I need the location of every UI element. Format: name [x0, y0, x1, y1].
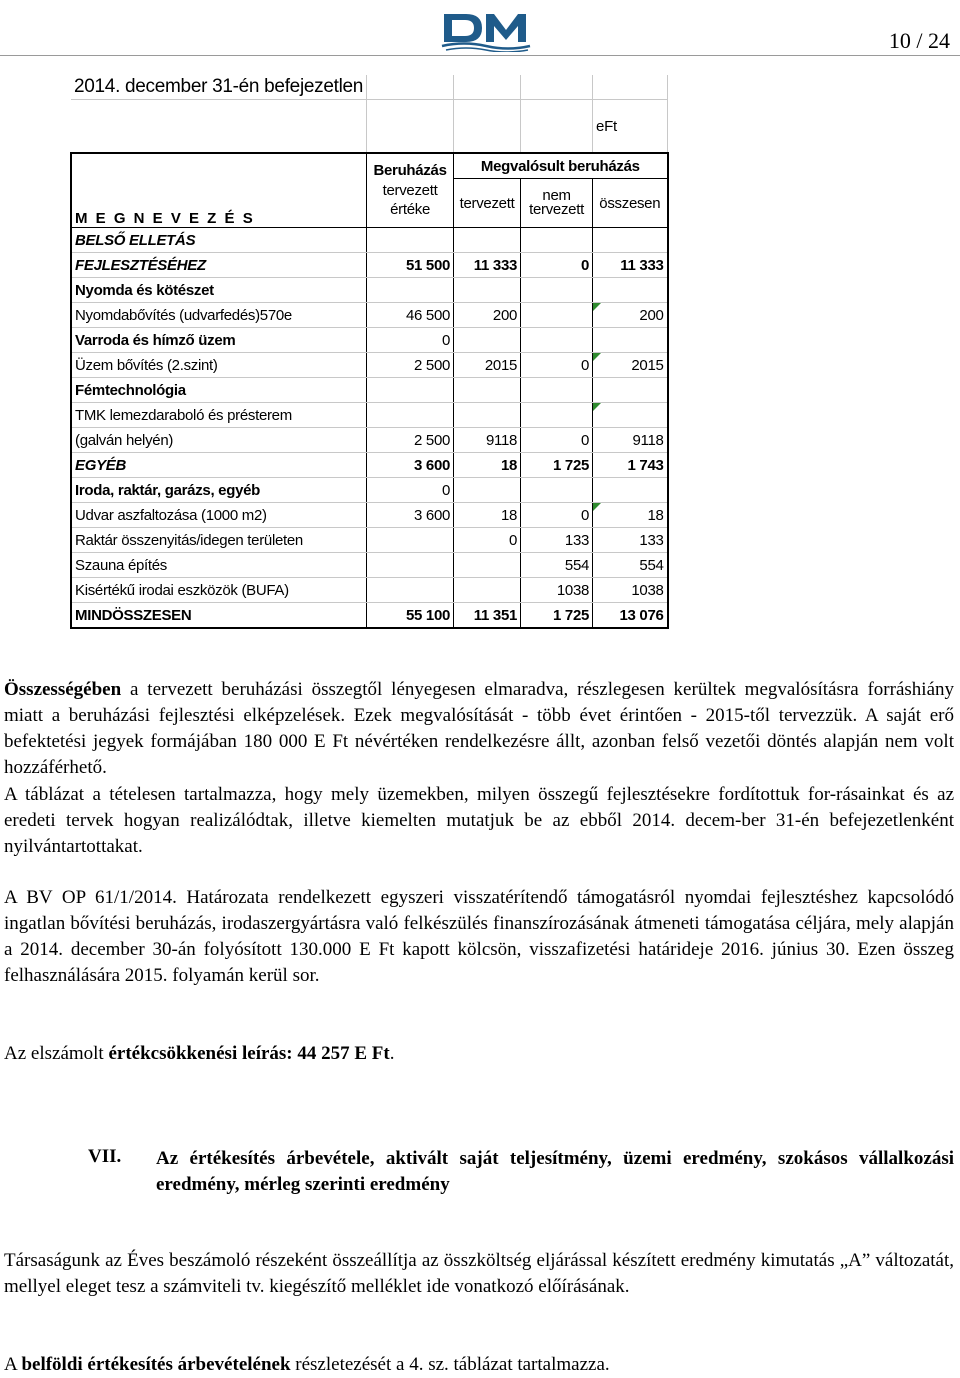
row-value [593, 278, 668, 303]
section-number: VII. [88, 1146, 122, 1167]
table-row [71, 428, 668, 453]
depreciation-post: . [389, 1043, 395, 1064]
paragraph-table-note [4, 782, 954, 860]
row-label: (galván helyén) [71, 428, 367, 453]
row-value: 2015 [593, 353, 668, 378]
row-value: 0 [367, 328, 454, 353]
row-value [454, 228, 521, 253]
row-value [593, 228, 668, 253]
row-value: 18 [454, 503, 521, 528]
row-value: 11 333 [454, 253, 521, 278]
row-value: 2 500 [367, 428, 454, 453]
col-header-megnevezes: M E G N E V E Z É S [71, 153, 367, 228]
loan-text: A BV OP 61/1/2014. Határozata rendelkezett egyszeri visszatérítendő támogatásról nyomdai fejlesztéshez kapcsolódó ingatlan bővítési beruházás, irodaszergyártásra való felkészülés finanszírozásának átmeneti támogatása céljára, mely alapján a 2014. december 30-án folyósított 130.000 E Ft kapott kölcsön, visszafizetési határideje 2016. június 30. Ezen összeg felhasználására 2015. folyamán kerül sor. [4, 887, 954, 986]
row-value [454, 403, 521, 428]
income-statement-text: Társaságunk az Éves beszámoló részeként összeállítja az összköltség eljárással készített eredmény kimutatás „A” változatát, mellyel eleget tesz a számviteli tv. kiegészítő melléklet ide vonatkozó előírásának. [4, 1250, 954, 1297]
col-header-nem-2: tervezett [521, 203, 593, 228]
row-value [593, 378, 668, 403]
col-header-osszesen: összesen [593, 179, 668, 228]
paragraph-income-statement [4, 1248, 954, 1300]
row-label: Varroda és hímző üzem [71, 328, 367, 353]
row-value: 18 [593, 503, 668, 528]
row-value [521, 303, 593, 328]
row-value: 1 743 [593, 453, 668, 478]
row-value: 55 100 [367, 603, 454, 629]
row-label: Szauna építés [71, 553, 367, 578]
row-value [521, 278, 593, 303]
row-value: 0 [521, 353, 593, 378]
row-value: 18 [454, 453, 521, 478]
header-divider [0, 55, 960, 56]
row-label: Raktár összenyitás/idegen területen [71, 528, 367, 553]
domestic-sales-pre: A [4, 1354, 22, 1375]
row-value: 1 725 [521, 453, 593, 478]
row-value: 46 500 [367, 303, 454, 328]
paragraph-loan [4, 885, 954, 989]
row-label: Nyomdabővítés (udvarfedés)570e [71, 303, 367, 328]
dm-company-logo-icon [440, 8, 532, 52]
table-row [71, 528, 668, 553]
row-value: 0 [521, 428, 593, 453]
table-row [71, 353, 668, 378]
row-value [454, 553, 521, 578]
summary-text: a tervezett beruházási összegtől lényegesen elmaradva, részlegesen kerültek megvalósításra forráshiány miatt a beruházási fejlesztési elképzelések. Ezek megvalósítását - több évet érintően - 2015-től tervezzük. A saját erő befektetési jegyek formájában 180 000 E Ft névértéken rendelkezésre állt, azonban felső vezetői döntés alapján nem volt hozzáférhető. [4, 679, 954, 778]
row-label: Iroda, raktár, garázs, egyéb [71, 478, 367, 503]
paragraph-summary [4, 677, 954, 781]
table-row [71, 378, 668, 403]
row-value: 11 333 [593, 253, 668, 278]
summary-lead: Összességében [4, 679, 122, 700]
table-row [71, 253, 668, 278]
row-value: 0 [367, 478, 454, 503]
row-value: 1038 [593, 578, 668, 603]
row-value [367, 228, 454, 253]
row-value [593, 478, 668, 503]
table-row [71, 553, 668, 578]
row-label: TMK lemezdaraboló és présterem [71, 403, 367, 428]
table-row [71, 278, 668, 303]
row-value [521, 328, 593, 353]
table-row [71, 578, 668, 603]
page-number: 10 / 24 [888, 28, 950, 53]
row-value: 13 076 [593, 603, 668, 629]
col-header-beruhazas-3: értéke [367, 203, 454, 228]
row-value: 200 [454, 303, 521, 328]
row-value [454, 578, 521, 603]
row-value: 9118 [454, 428, 521, 453]
row-value [367, 278, 454, 303]
row-value [593, 403, 668, 428]
table-row [71, 603, 668, 629]
row-label: FEJLESZTÉSÉHEZ [71, 253, 367, 278]
row-label: BELSŐ ELLETÁS [71, 228, 367, 253]
row-value [367, 378, 454, 403]
row-value: 2 500 [367, 353, 454, 378]
row-label: MINDÖSSZESEN [71, 603, 367, 629]
investment-table [70, 75, 669, 629]
table-note-text: A táblázat a tételesen tartalmazza, hogy mely üzemekben, milyen összegű fejlesztésekre fordítottuk for-rásainkat és az eredeti tervek hogyan realizálódtak, illetve kiemelten mutatjuk be az ebből 2014. decem-ber 31-én befejezetlenként nyilvántartottakat. [4, 784, 954, 857]
row-value: 554 [521, 553, 593, 578]
row-value [521, 228, 593, 253]
row-value: 200 [593, 303, 668, 328]
row-label: Nyomda és kötészet [71, 278, 367, 303]
table-row [71, 228, 668, 253]
depreciation-value: értékcsökkenési leírás: 44 257 E Ft [108, 1043, 390, 1064]
row-value [454, 378, 521, 403]
table-body [71, 228, 668, 629]
depreciation-pre: Az elszámolt [4, 1043, 109, 1064]
row-value: 133 [521, 528, 593, 553]
row-value [521, 378, 593, 403]
row-value: 2015 [454, 353, 521, 378]
row-value: 133 [593, 528, 668, 553]
row-value: 3 600 [367, 503, 454, 528]
row-value [521, 403, 593, 428]
col-header-megvalosult: Megvalósult beruházás [454, 153, 668, 179]
table-row [71, 328, 668, 353]
row-value [367, 578, 454, 603]
row-value: 3 600 [367, 453, 454, 478]
row-value [454, 278, 521, 303]
row-value: 1 725 [521, 603, 593, 629]
paragraph-depreciation [4, 1041, 954, 1067]
paragraph-domestic-sales [4, 1352, 954, 1378]
row-label: Üzem bővítés (2.szint) [71, 353, 367, 378]
row-value: 9118 [593, 428, 668, 453]
row-label: Fémtechnológia [71, 378, 367, 403]
row-value: 554 [593, 553, 668, 578]
row-value [367, 403, 454, 428]
table-row [71, 303, 668, 328]
domestic-sales-bold: belföldi értékesítés árbevételének [21, 1354, 291, 1375]
col-header-nem-1: nem [521, 179, 593, 204]
row-value: 1038 [521, 578, 593, 603]
row-value: 0 [454, 528, 521, 553]
row-value [454, 328, 521, 353]
row-label: Kisértékű irodai eszközök (BUFA) [71, 578, 367, 603]
row-label: EGYÉB [71, 453, 367, 478]
row-value [521, 478, 593, 503]
section-title: Az értékesítés árbevétele, aktivált saját teljesítmény, üzemi eredmény, szokásos vállalkozási eredmény, mérleg szerinti eredmény [156, 1148, 954, 1195]
col-header-tervezett: tervezett [454, 179, 521, 228]
row-value [454, 478, 521, 503]
col-header-beruhazas-2: tervezett [367, 179, 454, 204]
row-label: Udvar aszfaltozása (1000 m2) [71, 503, 367, 528]
table-row [71, 453, 668, 478]
table-row [71, 503, 668, 528]
row-value [367, 553, 454, 578]
row-value: 11 351 [454, 603, 521, 629]
table-row [71, 403, 668, 428]
unit-label: eFt [593, 100, 668, 154]
table-row [71, 478, 668, 503]
row-value: 51 500 [367, 253, 454, 278]
table-title: 2014. december 31-én befejezetlen [71, 75, 367, 100]
row-value: 0 [521, 253, 593, 278]
row-value [367, 528, 454, 553]
domestic-sales-post: részletezését a 4. sz. táblázat tartalmazza. [290, 1354, 610, 1375]
col-header-beruhazas-1: Beruházás [367, 153, 454, 179]
row-value [593, 328, 668, 353]
row-value: 0 [521, 503, 593, 528]
